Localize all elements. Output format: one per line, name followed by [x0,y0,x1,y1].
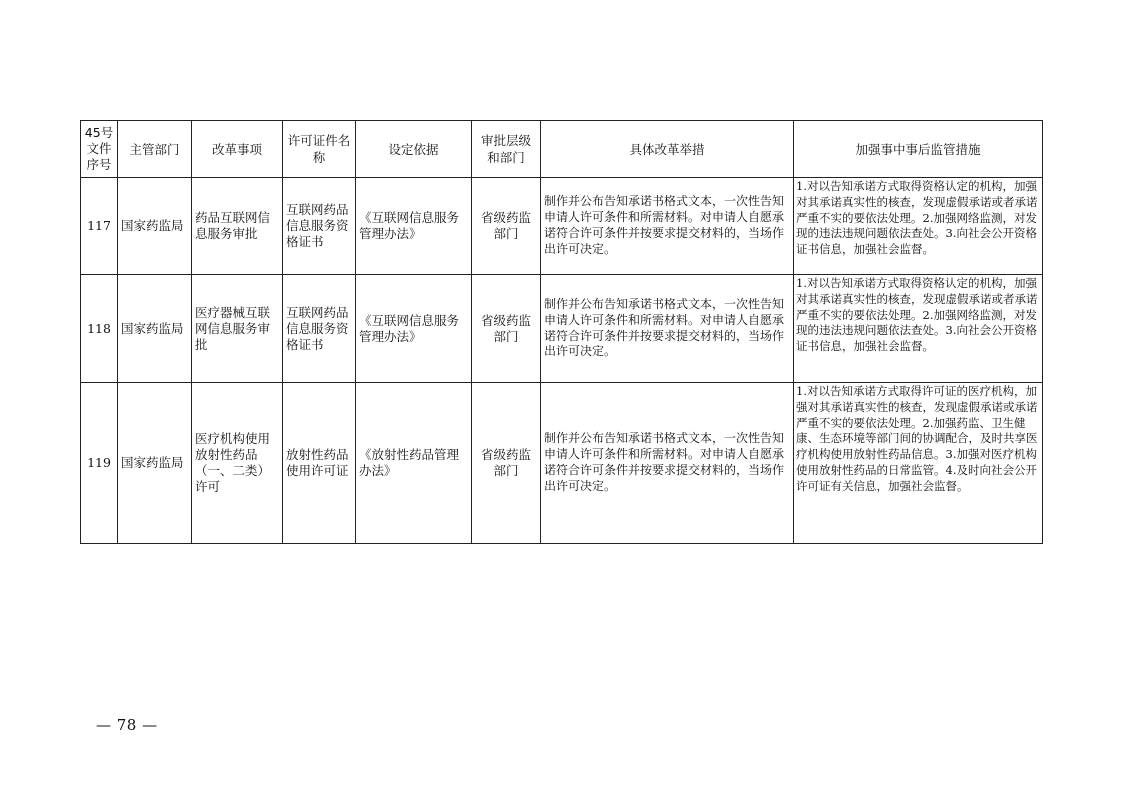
table-row [81,275,1043,383]
cell-license-name: 互联网药品信息服务资格证书 [283,178,356,275]
cell-reform-measures: 制作并公布告知承诺书格式文本，一次性告知申请人许可条件和所需材料。对申请人自愿承诺符合许可条件并按要求提交材料的，当场作出许可决定。 [541,383,794,544]
cell-reform-measures: 制作并公布告知承诺书格式文本，一次性告知申请人许可条件和所需材料。对申请人自愿承诺符合许可条件并按要求提交材料的，当场作出许可决定。 [541,275,794,383]
cell-supervision-measures: 1.对以告知承诺方式取得资格认定的机构，加强对其承诺真实性的核查，发现虚假承诺或者承诺严重不实的要依法处理。2.加强网络监测，对发现的违法违规问题依法查处。3.向社会公开资格证书信息，加强社会监督。 [794,178,1043,275]
cell-license-name: 放射性药品使用许可证 [283,383,356,544]
header-row [81,121,1043,178]
cell-legal-basis: 《互联网信息服务管理办法》 [356,178,472,275]
header-doc-number: 45号文件序号 [81,121,118,178]
cell-department: 国家药监局 [118,275,192,383]
header-license-name: 许可证件名称 [283,121,356,178]
cell-license-name: 互联网药品信息服务资格证书 [283,275,356,383]
cell-approval-level: 省级药监部门 [472,275,541,383]
cell-doc-number: 118 [81,275,118,383]
header-approval-level: 审批层级和部门 [472,121,541,178]
header-department: 主管部门 [118,121,192,178]
cell-doc-number: 119 [81,383,118,544]
cell-supervision-measures: 1.对以告知承诺方式取得资格认定的机构，加强对其承诺真实性的核查，发现虚假承诺或者承诺严重不实的要依法处理。2.加强网络监测，对发现的违法违规问题依法查处。3.向社会公开资格证书信息，加强社会监督。 [794,275,1043,383]
cell-department: 国家药监局 [118,383,192,544]
cell-reform-item: 医疗机构使用放射性药品（一、二类）许可 [192,383,283,544]
header-supervision-measures: 加强事中事后监管措施 [794,121,1043,178]
cell-reform-measures: 制作并公布告知承诺书格式文本，一次性告知申请人许可条件和所需材料。对申请人自愿承诺符合许可条件并按要求提交材料的，当场作出许可决定。 [541,178,794,275]
cell-reform-item: 药品互联网信息服务审批 [192,178,283,275]
page-number: — 78 — [96,716,158,734]
cell-legal-basis: 《互联网信息服务管理办法》 [356,275,472,383]
cell-supervision-measures: 1.对以告知承诺方式取得许可证的医疗机构，加强对其承诺真实性的核查，发现虚假承诺或承诺严重不实的要依法处理。2.加强药监、卫生健康、生态环境等部门间的协调配合，及时共享医疗机构使用放射性药品信息。3.加强对医疗机构使用放射性药品的日常监管。4.及时向社会公开许可证有关信息，加强社会监督。 [794,383,1043,544]
cell-department: 国家药监局 [118,178,192,275]
cell-approval-level: 省级药监部门 [472,178,541,275]
header-legal-basis: 设定依据 [356,121,472,178]
cell-doc-number: 117 [81,178,118,275]
table-row [81,178,1043,275]
header-reform-item: 改革事项 [192,121,283,178]
header-reform-measures: 具体改革举措 [541,121,794,178]
table-row [81,383,1043,544]
cell-approval-level: 省级药监部门 [472,383,541,544]
reform-table [80,120,1043,544]
cell-legal-basis: 《放射性药品管理办法》 [356,383,472,544]
cell-reform-item: 医疗器械互联网信息服务审批 [192,275,283,383]
